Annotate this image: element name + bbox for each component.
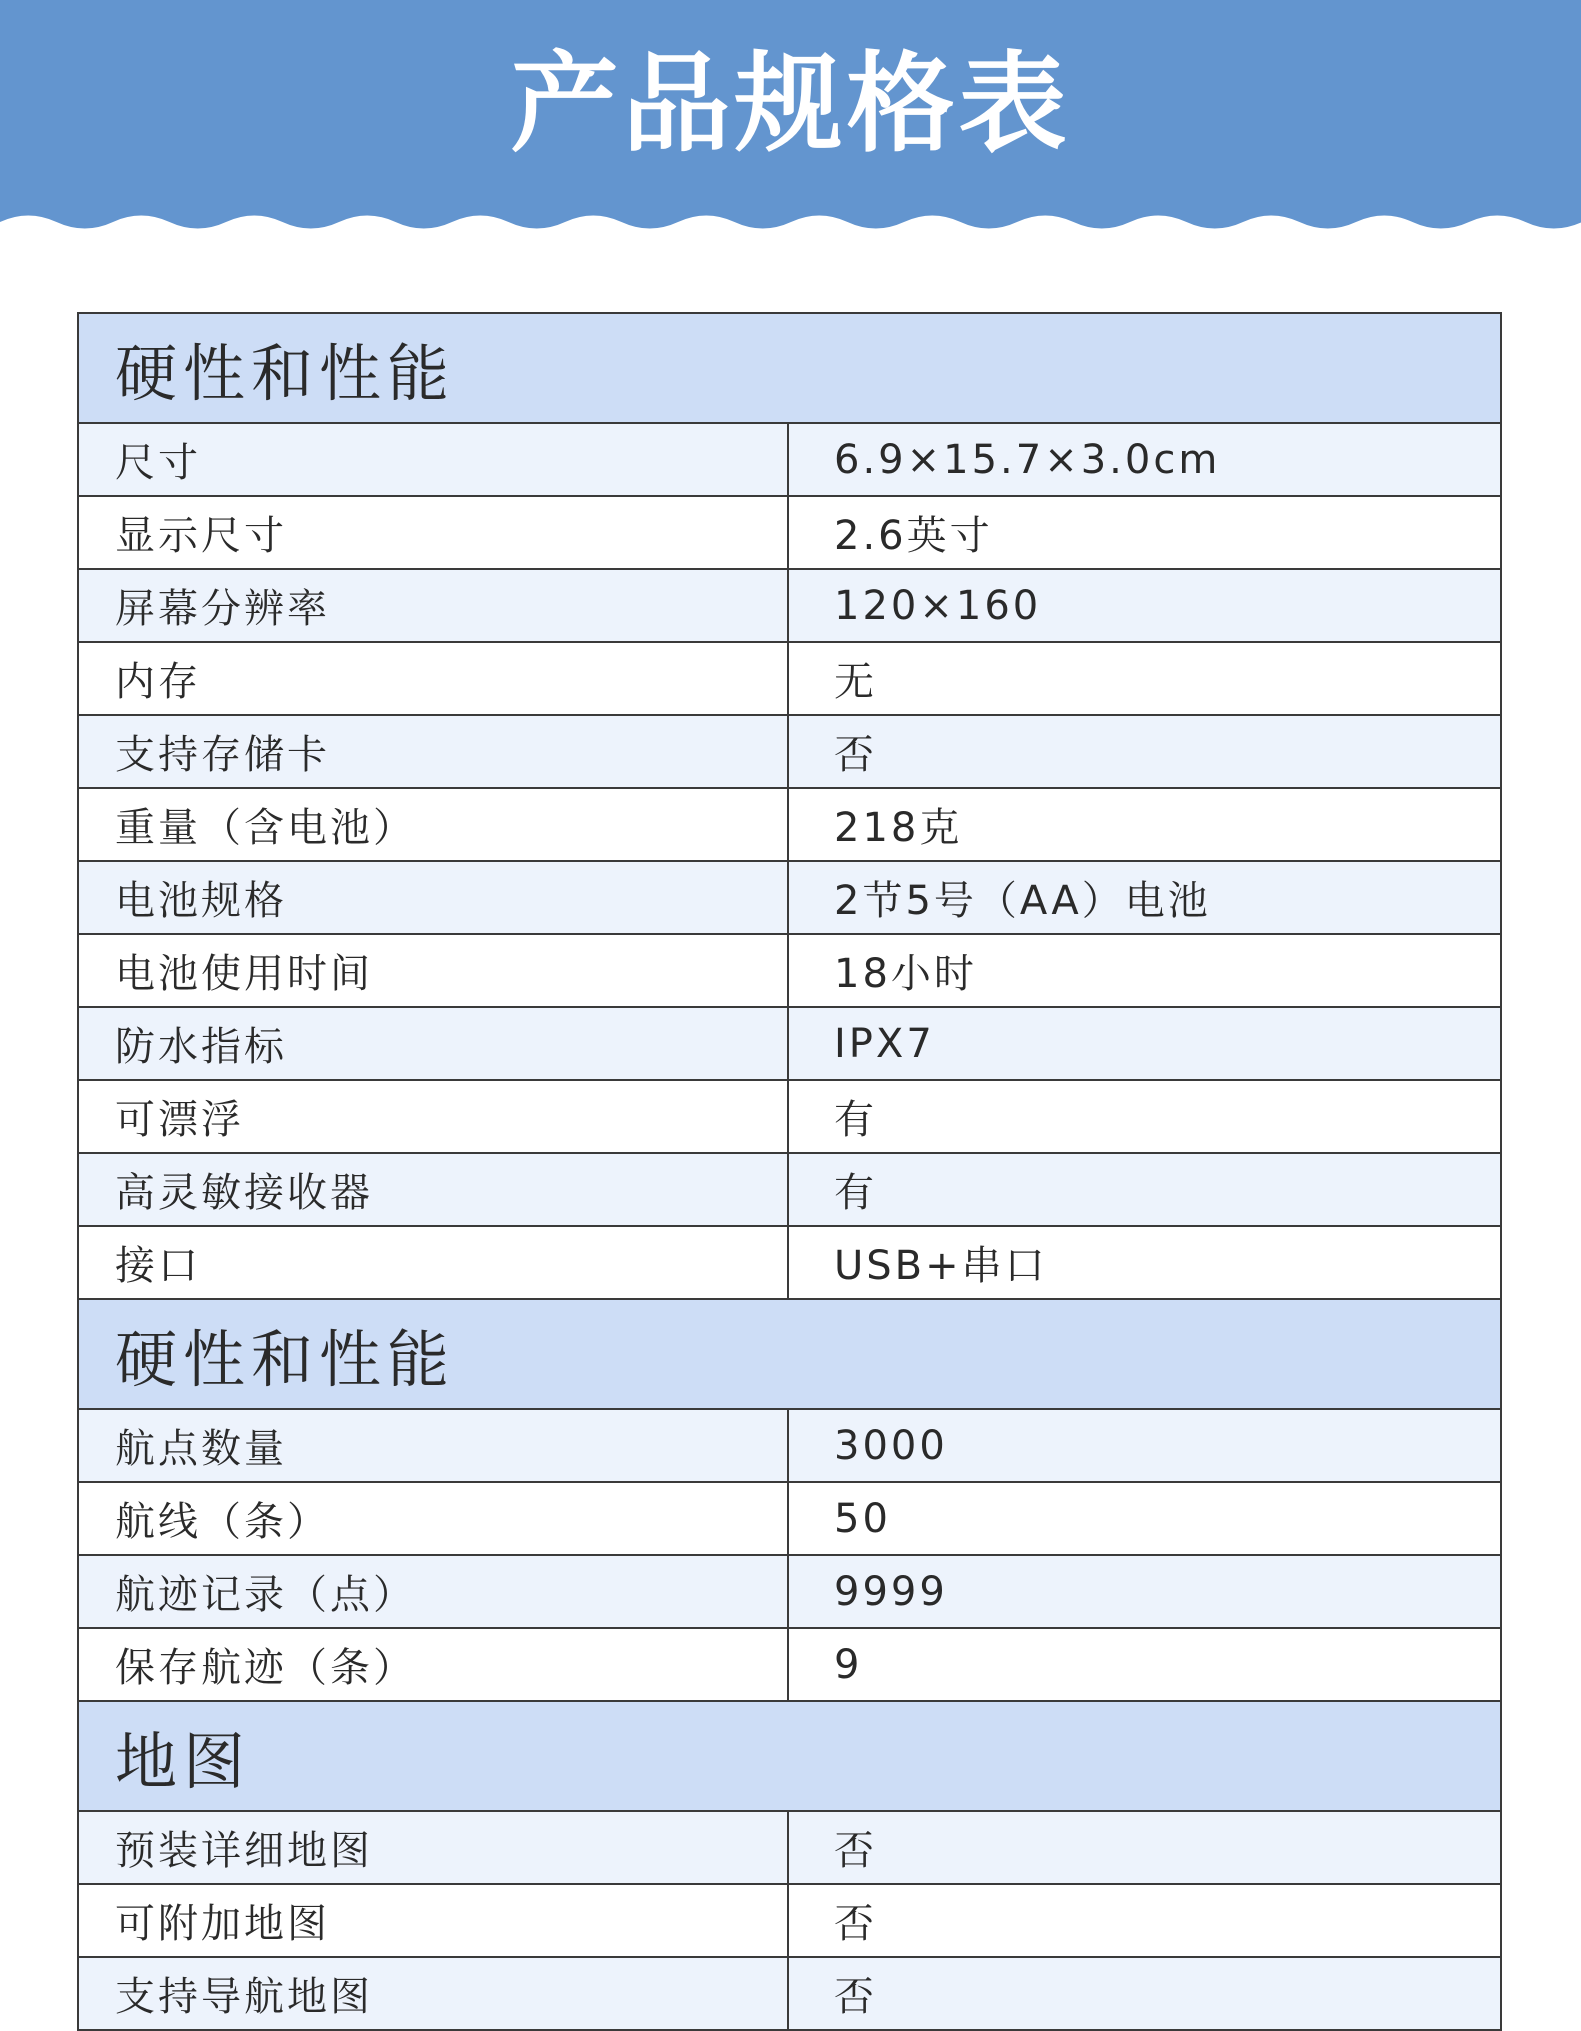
section-title: 地图 [78,1701,1501,1811]
spec-label: 支持导航地图 [78,1957,788,2030]
spec-label: 可附加地图 [78,1884,788,1957]
spec-value: 50 [788,1482,1501,1555]
spec-row [78,788,1501,861]
spec-label: 接口 [78,1226,788,1299]
spec-row [78,1628,1501,1701]
spec-value: 否 [788,1957,1501,2030]
spec-label: 预装详细地图 [78,1811,788,1884]
spec-label: 可漂浮 [78,1080,788,1153]
spec-label: 尺寸 [78,423,788,496]
spec-value: 无 [788,642,1501,715]
spec-row [78,1409,1501,1482]
page-title: 产品规格表 [510,42,1071,167]
spec-value: 18小时 [788,934,1501,1007]
spec-row [78,861,1501,934]
spec-label: 支持存储卡 [78,715,788,788]
spec-table [77,312,1502,2031]
spec-row [78,1226,1501,1299]
spec-row [78,496,1501,569]
spec-label: 航点数量 [78,1409,788,1482]
spec-row [78,1957,1501,2030]
section-title: 硬性和性能 [78,1299,1501,1409]
spec-value: 有 [788,1153,1501,1226]
spec-value: 9999 [788,1555,1501,1628]
spec-value: 否 [788,1811,1501,1884]
spec-row [78,1007,1501,1080]
spec-value: IPX7 [788,1007,1501,1080]
wave-divider [0,208,1581,248]
spec-row [78,1482,1501,1555]
spec-row [78,569,1501,642]
spec-row [78,1811,1501,1884]
spec-label: 保存航迹（条） [78,1628,788,1701]
spec-row [78,934,1501,1007]
spec-label: 防水指标 [78,1007,788,1080]
spec-row [78,715,1501,788]
section-title: 硬性和性能 [78,313,1501,423]
spec-value: 218克 [788,788,1501,861]
spec-row [78,1153,1501,1226]
spec-label: 屏幕分辨率 [78,569,788,642]
spec-label: 航线（条） [78,1482,788,1555]
spec-row [78,642,1501,715]
spec-value: 有 [788,1080,1501,1153]
spec-value: 2.6英寸 [788,496,1501,569]
section-header-row [78,1701,1501,1811]
spec-value: 6.9×15.7×3.0cm [788,423,1501,496]
spec-value: USB+串口 [788,1226,1501,1299]
spec-label: 电池使用时间 [78,934,788,1007]
header-banner [0,0,1581,248]
spec-label: 重量（含电池） [78,788,788,861]
spec-row [78,1080,1501,1153]
spec-row [78,1555,1501,1628]
spec-value: 3000 [788,1409,1501,1482]
spec-label: 电池规格 [78,861,788,934]
section-header-row [78,1299,1501,1409]
spec-value: 否 [788,715,1501,788]
spec-value: 9 [788,1628,1501,1701]
spec-value: 2节5号（AA）电池 [788,861,1501,934]
spec-value: 否 [788,1884,1501,1957]
spec-row [78,1884,1501,1957]
spec-label: 显示尺寸 [78,496,788,569]
spec-label: 航迹记录（点） [78,1555,788,1628]
spec-value: 120×160 [788,569,1501,642]
spec-row [78,423,1501,496]
section-header-row [78,313,1501,423]
spec-label: 高灵敏接收器 [78,1153,788,1226]
spec-label: 内存 [78,642,788,715]
